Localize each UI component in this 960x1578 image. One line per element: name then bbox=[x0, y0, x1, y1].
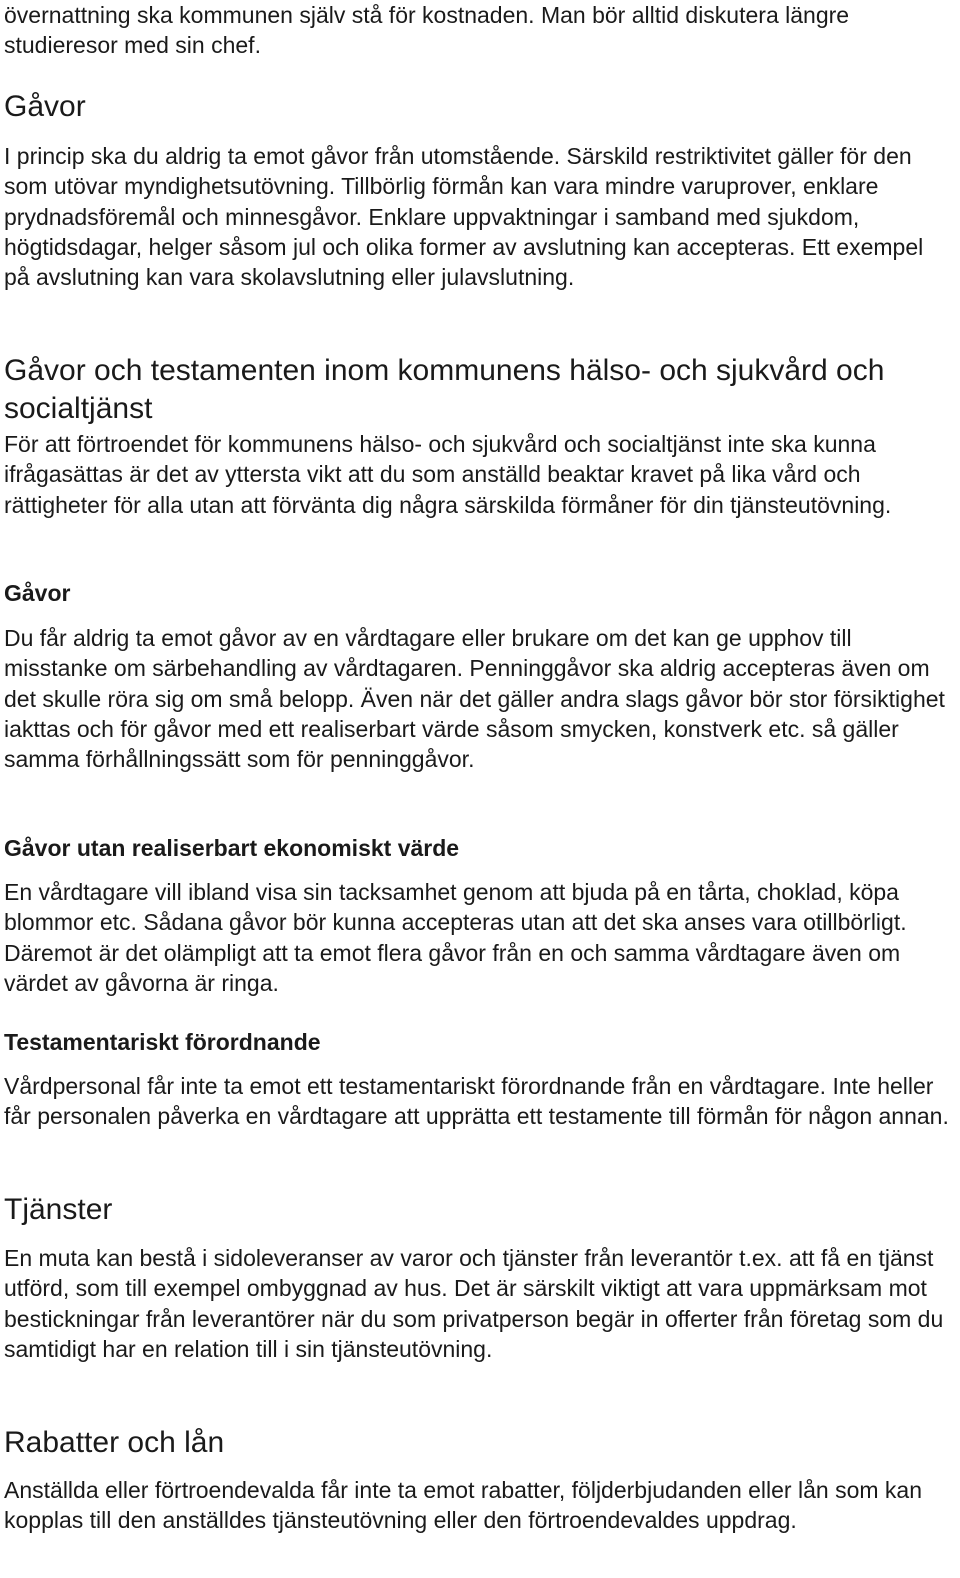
paragraph-intro: övernattning ska kommunen själv stå för kostnaden. Man bör alltid diskutera längre studieresor med sin chef. bbox=[4, 2, 850, 59]
paragraph-gavor: I princip ska du aldrig ta emot gåvor från utomstående. Särskild restriktivitet gäller för den som utövar myndighetsutövning. Tillbörlig förmån kan vara mindre varuprover, enklare prydnadsföremål och minnesgåvor. Enklare uppvaktningar i samband med sjukdom, högtidsdagar, helger såsom jul och olika former av avslutning kan accepteras. Ett exempel på avslutning kan vara skolavslutning eller julavslutning. bbox=[4, 143, 924, 291]
heading-gavor-bold: Gåvor bbox=[4, 580, 71, 606]
heading-halso-sjukvard: Gåvor och testamenten inom kommunens hälso- och sjukvård och socialtjänst bbox=[4, 354, 885, 425]
paragraph-rabatter: Anställda eller förtroendevalda får inte ta emot rabatter, följderbjudanden eller lån som kan kopplas till den anställdes tjänsteutövning eller den förtroendevaldes uppdrag. bbox=[4, 1477, 922, 1534]
heading-rabatter: Rabatter och lån bbox=[4, 1426, 225, 1459]
paragraph-tjanster: En muta kan bestå i sidoleveranser av varor och tjänster från leverantör t.ex. att få en tjänst utförd, som till exempel ombyggnad av hus. Det är särskilt viktigt att vara uppmärksam mot bestickningar från leverantörer när du som privatperson begär in offerter från företag som du samtidigt har en relation till i sin tjänsteutövning. bbox=[4, 1245, 944, 1362]
paragraph-halso-sjukvard: För att förtroendet för kommunens hälso- och sjukvård och socialtjänst inte ska kunna ifrågasättas är det av yttersta vikt att du som anställd beaktar kravet på lika vård och rättigheter för alla utan att förvänta dig några särskilda förmåner för din tjänsteutövning. bbox=[4, 431, 892, 518]
paragraph-gavor-utan-varde: En vårdtagare vill ibland visa sin tacksamhet genom att bjuda på en tårta, choklad, köpa blommor etc. Sådana gåvor bör kunna accepteras utan att det ska anses vara otillbörligt. Däremot är det olämpligt att ta emot flera gåvor från en och samma vårdtagare även om värdet av gåvorna är ringa. bbox=[4, 879, 907, 996]
paragraph-testamentariskt: Vårdpersonal får inte ta emot ett testamentariskt förordnande från en vårdtagare. Inte heller får personalen påverka en vårdtagare att upprätta ett testamente till förmån för någon annan. bbox=[4, 1073, 949, 1130]
heading-testamentariskt: Testamentariskt förordnande bbox=[4, 1029, 321, 1055]
heading-tjanster: Tjänster bbox=[4, 1193, 113, 1226]
heading-gavor-utan-varde: Gåvor utan realiserbart ekonomiskt värde bbox=[4, 835, 460, 861]
heading-gavor: Gåvor bbox=[4, 90, 86, 123]
paragraph-gavor-vardtagare: Du får aldrig ta emot gåvor av en vårdtagare eller brukare om det kan ge upphov till misstanke om särbehandling av vårdtagaren. Penninggåvor ska aldrig accepteras även om det skulle röra sig om små belopp. Även när det gäller andra slags gåvor bör stor försiktighet iakttas och för gåvor med ett realiserbart värde såsom smycken, konstverk etc. så gäller samma förhållningssätt som för penninggåvor. bbox=[4, 625, 945, 773]
